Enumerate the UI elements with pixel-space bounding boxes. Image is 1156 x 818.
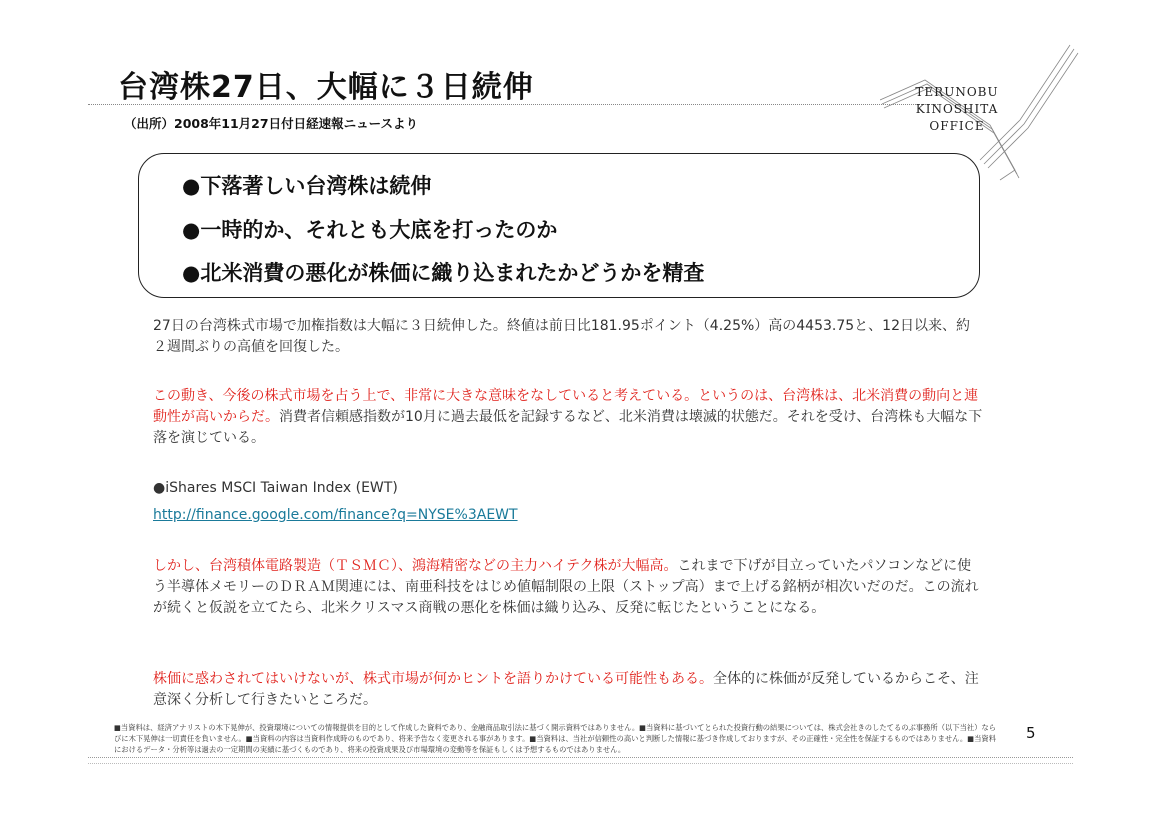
paragraph-2 [153, 386, 983, 449]
logo-line-2: KINOSHITA [915, 102, 999, 116]
slide-title: 台湾株27日、大幅に３日続伸 [118, 70, 534, 105]
logo-line-3: OFFICE [929, 119, 985, 133]
source-note: （出所）2008年11月27日付日経速報ニュースより [124, 116, 418, 131]
paragraph-4-text: 全体的に株価が反発しているからこそ、注意深く分析して行きたいところだ。 [153, 671, 979, 708]
paragraph-3-highlight: しかし、台湾積体電路製造（ＴＳＭＣ）、鴻海精密などの主力ハイテク株が大幅高。 [153, 558, 678, 574]
paragraph-3-text: これまで下げが目立っていたパソコンなどに使う半導体メモリーのＤＲＡＭ関連には、南亜科技をはじめ値幅制限の上限（ストップ高）まで上げる銘柄が相次いだのだ。この流れが続くと仮説を立てたら、北米クリスマス商戦の悪化を株価は織り込み、反発に転じたということになる。 [153, 558, 979, 616]
logo-line-1: TERUNOBU [915, 85, 999, 99]
paragraph-3 [153, 556, 983, 619]
etf-link[interactable]: http://finance.google.com/finance?q=NYSE%3AEWT [153, 507, 518, 523]
logo-text [912, 84, 1002, 135]
paragraph-2-highlight: この動き、今後の株式市場を占う上で、非常に大きな意味をなしていると考えている。というのは、台湾株は、北米消費の動向と連動性が高いからだ。 [153, 388, 979, 425]
paragraph-1: 27日の台湾株式市場で加権指数は大幅に３日続伸した。終値は前日比181.95ポイント（4.25%）高の4453.75と、12日以来、約２週間ぶりの高値を回復した。 [153, 318, 970, 355]
key-point-1: ●下落著しい台湾株は続伸 [182, 174, 432, 198]
key-point-3: ●北米消費の悪化が株価に織り込まれたかどうかを精査 [182, 261, 705, 285]
footer-divider-secondary [88, 763, 1073, 764]
disclaimer: ■当資料は、経済アナリストの木下晃伸が、投資環境についての情報提供を目的として作成した資料であり、金融商品取引法に基づく開示資料ではありません。■当資料に基づいてとられた投資行動の結果については、株式会社きのしたてるのぶ事務所（以下当社）ならびに木下晃伸は一切責任を負いません。■当資料の内容は当資料作成時のものであり、将来予告なく変更される事があります。■当資料は、当社が信頼性の高いと判断した情報に基づき作成しておりますが、その正確性・完全性を保証するものではありません。■当資料におけるデータ・分析等は過去の一定期間の実績に基づくものであり、将来の投資成果及び市場環境の変動等を保証もしくは予想するものではありません。 [114, 723, 997, 754]
etf-label: ●iShares MSCI Taiwan Index (EWT) [153, 480, 398, 496]
footer-divider [88, 757, 1073, 758]
paragraph-4 [153, 669, 983, 711]
page-number: 5 [1026, 724, 1036, 742]
paragraph-4-highlight: 株価に惑わされてはいけないが、株式市場が何かヒントを語りかけている可能性もある。 [153, 671, 713, 687]
title-divider [88, 104, 938, 105]
paragraph-2-text: 消費者信頼感指数が10月に過去最低を記録するなど、北米消費は壊滅的状態だ。それを受け、台湾株も大幅な下落を演じている。 [153, 409, 983, 446]
key-point-2: ●一時的か、それとも大底を打ったのか [182, 218, 558, 242]
